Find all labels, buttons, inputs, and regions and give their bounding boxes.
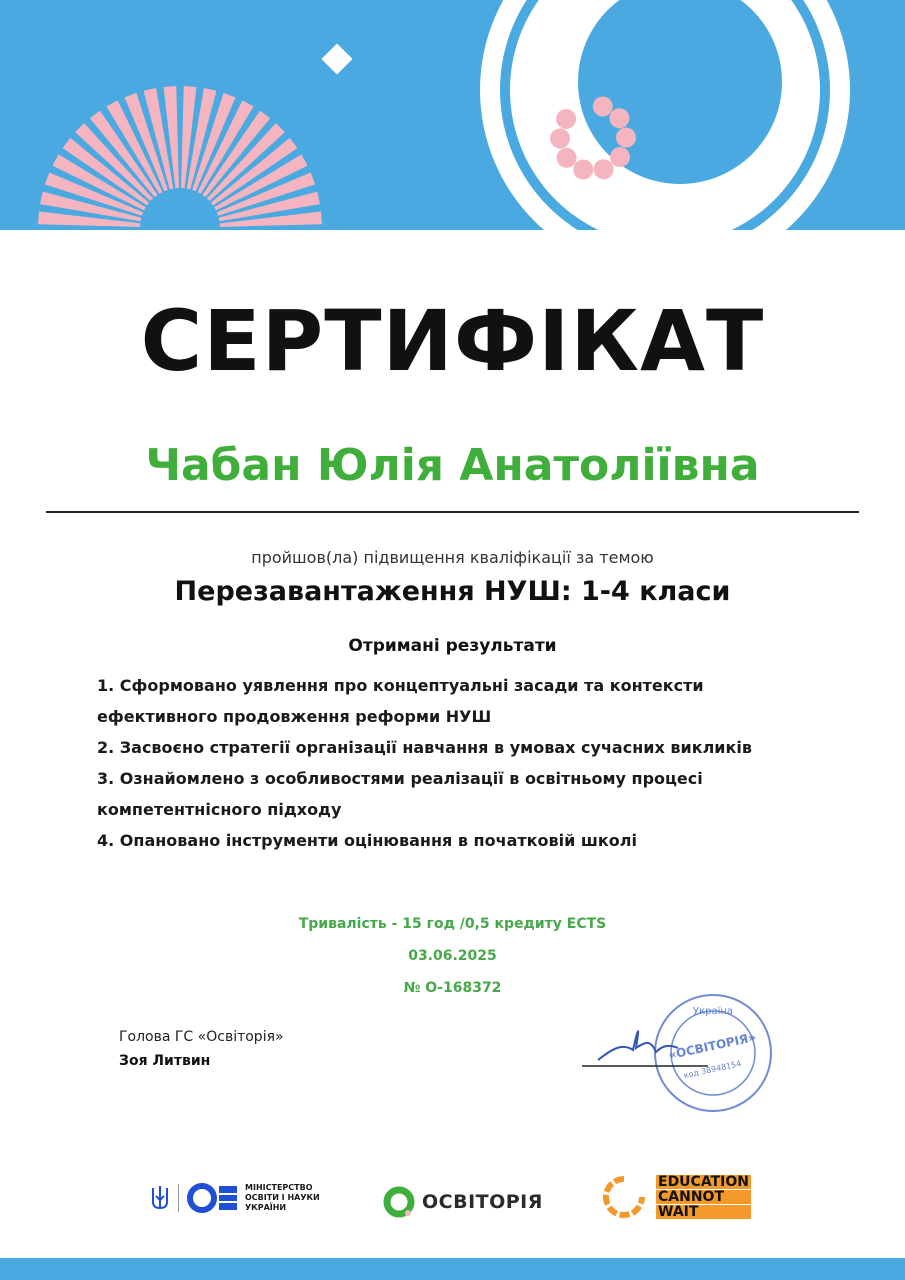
- pink-dot: [557, 148, 577, 168]
- stamp-ring-text: Україна: [692, 1006, 734, 1017]
- ecw-ring-icon: [600, 1173, 648, 1221]
- osvitoria-logo: [382, 1185, 543, 1219]
- pink-dot: [594, 159, 614, 179]
- pink-dot: [556, 109, 576, 129]
- result-item: 4. Опановано інструменти оцінювання в початковій школі: [97, 831, 637, 850]
- result-item: компетентнісного підходу: [97, 800, 342, 819]
- ministry-text-line: МІНІСТЕРСТВО: [245, 1183, 313, 1192]
- result-item: 2. Засвоєно стратегії організації навчання в умовах сучасних викликів: [97, 738, 752, 757]
- pink-dot: [616, 128, 636, 148]
- ministry-text-line: ОСВІТИ І НАУКИ: [245, 1193, 320, 1202]
- signer-name: Зоя Литвин: [119, 1053, 211, 1069]
- pink-dot: [550, 128, 570, 148]
- certificate-title: СЕРТИФІКАТ: [140, 292, 765, 390]
- duration-info: Тривалість - 15 год /0,5 кредиту ECTS: [298, 916, 607, 932]
- name-underline: [46, 511, 859, 513]
- ecw-word: EDUCATION: [658, 1173, 749, 1190]
- result-item: ефективного продовження реформи НУШ: [97, 707, 492, 726]
- completion-statement: пройшов(ла) підвищення кваліфікації за темою: [251, 548, 654, 567]
- recipient-name: Чабан Юлія Анатоліївна: [145, 440, 760, 491]
- stamp-code-text: код 38948154: [682, 1059, 743, 1081]
- ministry-logo: [150, 1183, 325, 1213]
- osvitoria-ring-icon: [382, 1185, 416, 1219]
- ministry-mark-icon: [187, 1183, 239, 1213]
- ecw-word: WAIT: [656, 1205, 751, 1219]
- ministry-text-line: УКРАЇНИ: [245, 1203, 287, 1212]
- ecw-word: CANNOT: [656, 1190, 751, 1204]
- signature-scribble: [598, 1031, 678, 1060]
- issue-date: 03.06.2025: [408, 948, 497, 964]
- results-heading: Отримані результати: [348, 636, 557, 656]
- pink-dot: [610, 147, 630, 167]
- stamp-center-text: «ОСВІТОРІЯ»: [667, 1029, 758, 1063]
- header-banner: [0, 0, 905, 230]
- footer-banner: [0, 1258, 905, 1280]
- certificate-number: № О-168372: [403, 980, 502, 996]
- signer-title: Голова ГС «Освіторія»: [119, 1029, 284, 1045]
- pink-dot: [593, 96, 613, 116]
- pink-dot: [609, 108, 629, 128]
- diamond-decoration: [321, 43, 352, 74]
- ecw-logo: [600, 1173, 751, 1221]
- signature-block: [578, 988, 788, 1118]
- result-item: 1. Сформовано уявлення про концептуальні засади та контексти: [97, 676, 704, 695]
- result-item: 3. Ознайомлено з особливостями реалізації в освітньому процесі: [97, 769, 703, 788]
- pink-dot: [573, 160, 593, 180]
- partner-logos: [0, 1165, 905, 1225]
- sunburst-decoration: [38, 86, 322, 227]
- trident-icon: [150, 1184, 170, 1212]
- header-decoration: [0, 0, 905, 230]
- results-list: [97, 670, 817, 856]
- stamp-seal: [578, 988, 788, 1118]
- osvitoria-wordmark: ОСВІТОРІЯ: [422, 1191, 543, 1213]
- course-title: Перезавантаження НУШ: 1-4 класи: [174, 576, 731, 607]
